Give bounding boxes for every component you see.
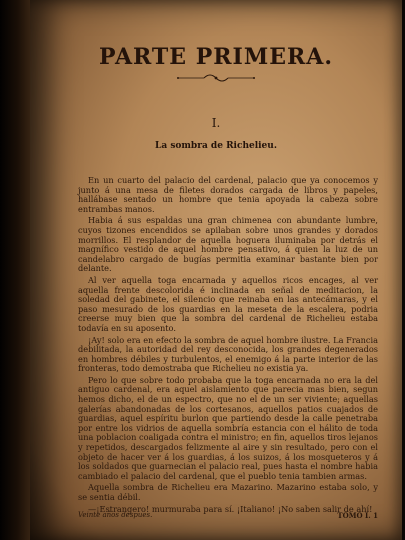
body-text <box>78 176 378 516</box>
paragraph: Al ver aquella toga encarnada y aquellos ricos encages, al ver aquella frente descolorida é inclinada en señal de meditacion, la soledad del gabinete, el silencio que reinaba en las antecámaras, y el paso mesurado de los guardias en la meseta de la escalera, podria creerse muy bien que la sombra del cardenal de Richelieu estaba todavía en su aposento. <box>78 274 378 333</box>
paragraph: En un cuarto del palacio del cardenal, palacio que ya conocemos y junto á una mesa de filetes dorados cargada de libros y papeles, hallábase sentado un hombre que tenia apoyada la cabeza sobre entrambas manos. <box>78 175 378 214</box>
footer-volume: TOMO I. 1 <box>337 511 378 520</box>
chapter-title: La sombra de Richelieu. <box>155 141 277 151</box>
part-title: PARTE PRIMERA. <box>99 44 333 70</box>
book-page <box>30 0 402 540</box>
footer-book-title: Veinte años despues. <box>78 511 153 519</box>
chapter-number: I. <box>211 116 221 130</box>
book-spine-shadow <box>0 0 32 540</box>
paragraph: Aquella sombra de Richelieu era Mazarino. Mazarino estaba solo, y se sentia débil. <box>78 482 378 502</box>
page-footer <box>78 511 378 521</box>
paragraph: Habia á sus espaldas una gran chimenea con abundante lumbre, cuyos tizones encendidos se apilaban sobre unos grandes y dorados morrillos. El resplandor de aquella hoguera iluminaba por detrás el magnífico vestido de aquel hombre pensativo, á quien la luz de un candelabro cargado de bugías permitia examinar bastante bien por delante. <box>78 215 378 274</box>
running-head-faded: · · · · · · · · · · <box>212 8 268 15</box>
paragraph: ¡Ay! solo era en efecto la sombra de aquel hombre ilustre. La Francia debilitada, la autoridad del rey desconocida, los grandes degenerados en hombres débiles y turbulentos, el enemigo á la parte interior de las fronteras, todo demostraba que Richelieu no existia ya. <box>78 334 378 374</box>
ornament-divider-icon <box>176 74 256 82</box>
paragraph: Pero lo que sobre todo probaba que la toga encarnada no era la del antiguo cardenal, era aquel aislamiento que parecia mas bien, segun hemos dicho, el de un espectro, que no el de un ser viviente; aquellas galerías abandonadas de los cortesanos, aquellos patios cuajados de guardias, aquel espíritu burlon que partiendo desde la calle penetraba por entre los vidrios de aquella sombría estancia con el hálito de toda una poblacion coaligada contra el ministro; en fin, aquellos tiros lejanos y repetidos, descargados felizmente al aire y sin resultado, pero con el objeto de hacer ver á los guardias, á los suizos, á los mosqueteros y á los soldados que guarnecian el palacio real, pues hasta el nombre habia cambiado el palacio del cardenal, que el pueblo tenia tambien armas. <box>78 374 378 481</box>
paragraph: —¡Estrangero! murmuraba para sí. ¡Italiano! ¡No saben salir de ahí! <box>88 503 373 514</box>
